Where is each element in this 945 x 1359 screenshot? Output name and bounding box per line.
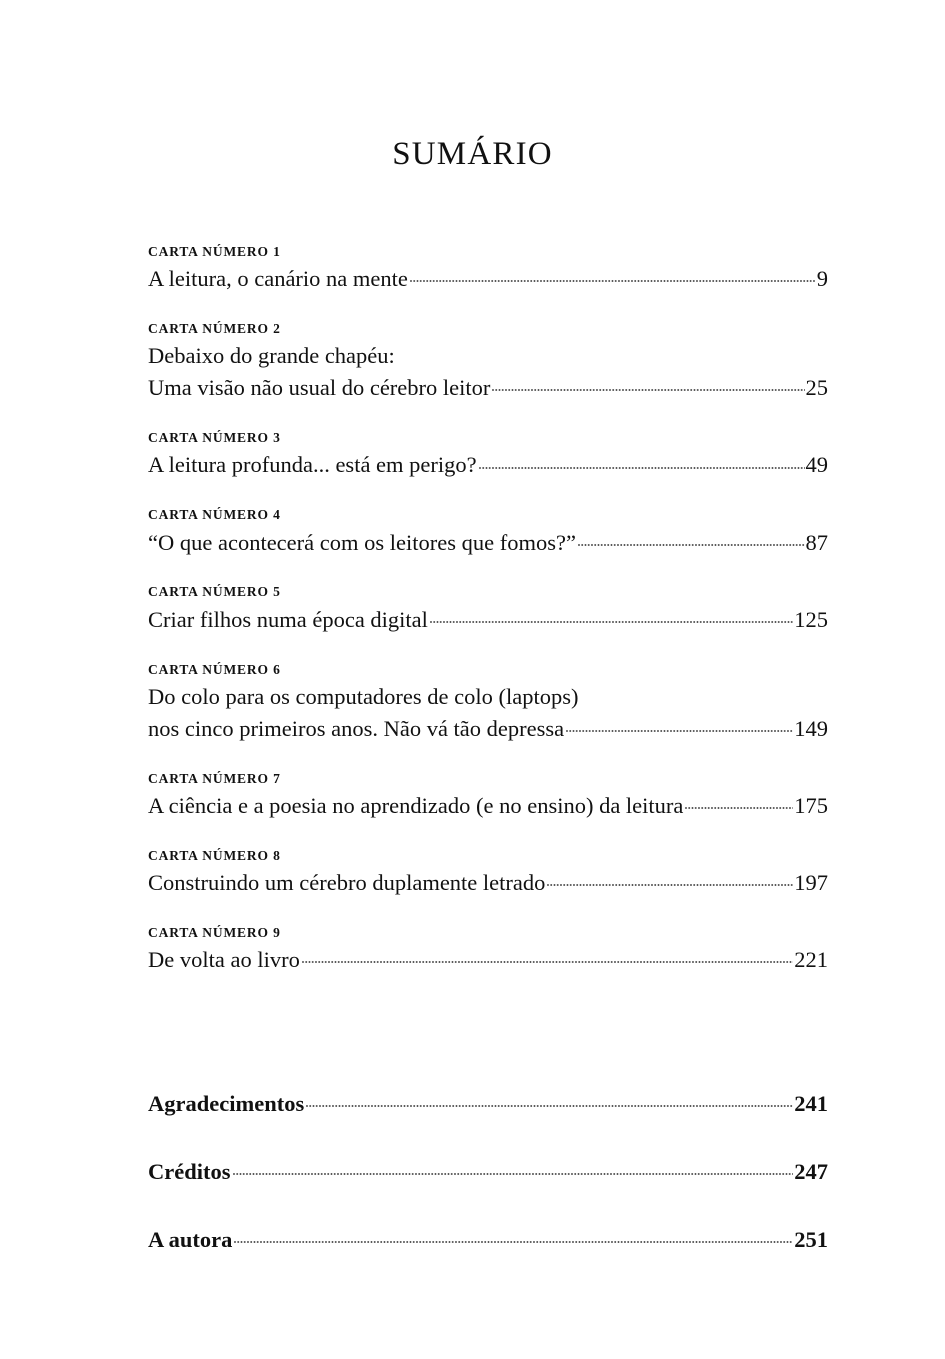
toc-entry-label: CARTA NÚMERO 3 (148, 430, 281, 446)
backmatter-entry[interactable] (148, 1088, 828, 1120)
toc-page-number: 149 (794, 715, 828, 741)
toc-entry-line (148, 713, 828, 745)
dot-leader (430, 604, 793, 627)
toc-entry-title-line: Construindo um cérebro duplamente letrado (148, 869, 546, 895)
backmatter-entry[interactable] (148, 1156, 828, 1188)
dot-leader (302, 945, 793, 968)
dot-leader (234, 1224, 793, 1247)
toc-entry-title-line: A ciência e a poesia no aprendizado (e no ensino) da leitura (148, 792, 684, 818)
toc-entry-title-line: De volta ao livro (148, 947, 300, 973)
toc-entry[interactable] (148, 848, 828, 899)
backmatter-entry-line (148, 1156, 828, 1188)
toc-entry-line (148, 527, 828, 559)
toc-page-number: 175 (794, 792, 828, 818)
dot-leader (547, 867, 793, 890)
toc-entry-line (148, 449, 828, 481)
toc-entry-label: CARTA NÚMERO 2 (148, 321, 281, 337)
toc-entry[interactable] (148, 321, 828, 404)
toc-entry-line (148, 263, 828, 295)
toc-entry-title-line: A leitura profunda... está em perigo? (148, 452, 477, 478)
toc-entry-label: CARTA NÚMERO 5 (148, 584, 281, 600)
toc-entry-title-line: Uma visão não usual do cérebro leitor (148, 375, 491, 401)
toc-page-number: 197 (794, 869, 828, 895)
toc-entry[interactable] (148, 925, 828, 976)
toc-entry[interactable] (148, 507, 828, 558)
toc-page-number: 221 (794, 947, 828, 973)
toc-entry-label: CARTA NÚMERO 7 (148, 770, 281, 786)
table-of-contents (148, 244, 828, 1002)
toc-entry-label: CARTA NÚMERO 4 (148, 507, 281, 523)
toc-entry-title-line: “O que acontecerá com os leitores que fomos?” (148, 529, 576, 555)
toc-entry[interactable] (148, 662, 828, 745)
toc-page-number: 87 (805, 529, 828, 555)
dot-leader (233, 1156, 794, 1179)
dot-leader (492, 373, 804, 396)
backmatter-list (148, 1088, 828, 1292)
toc-entry-label: CARTA NÚMERO 9 (148, 924, 281, 940)
dot-leader (306, 1089, 793, 1112)
dot-leader (410, 264, 816, 287)
toc-entry-title-line: nos cinco primeiros anos. Não vá tão depressa (148, 715, 565, 741)
toc-page-number: 49 (805, 452, 828, 478)
toc-entry-line (148, 372, 828, 404)
dot-leader (479, 450, 805, 473)
toc-entry-label: CARTA NÚMERO 1 (148, 244, 281, 259)
toc-entry[interactable] (148, 771, 828, 822)
backmatter-entry-title: A autora (148, 1226, 233, 1252)
toc-entry-title-line: Do colo para os computadores de colo (laptops) (148, 683, 579, 709)
dot-leader (685, 790, 793, 813)
toc-page-number: 125 (794, 606, 828, 632)
toc-entry-title-line: Criar filhos numa época digital (148, 606, 428, 632)
toc-entry[interactable] (148, 244, 828, 295)
backmatter-page-number: 247 (794, 1158, 828, 1184)
toc-page-number: 25 (805, 375, 828, 401)
toc-entry-line (148, 867, 828, 899)
backmatter-entry[interactable] (148, 1224, 828, 1256)
toc-page-number: 9 (816, 266, 828, 292)
toc-entry-title-line: A leitura, o canário na mente (148, 266, 408, 292)
toc-entry-line (148, 790, 828, 822)
backmatter-entry-title: Créditos (148, 1158, 231, 1184)
backmatter-page-number: 241 (794, 1091, 828, 1116)
dot-leader (566, 713, 793, 736)
toc-entry-label: CARTA NÚMERO 8 (148, 847, 281, 863)
toc-entry-title-line: Debaixo do grande chapéu: (148, 343, 395, 369)
toc-entry-line (148, 604, 828, 636)
toc-entry-line (148, 944, 828, 976)
toc-entry[interactable] (148, 430, 828, 481)
dot-leader (578, 527, 805, 550)
backmatter-entry-line (148, 1088, 828, 1120)
backmatter-page-number: 251 (794, 1226, 828, 1252)
backmatter-entry-line (148, 1224, 828, 1256)
backmatter-entry-title: Agradecimentos (148, 1091, 305, 1116)
page-title: SUMÁRIO (392, 136, 553, 172)
toc-entry-label: CARTA NÚMERO 6 (148, 661, 281, 677)
toc-entry[interactable] (148, 584, 828, 635)
